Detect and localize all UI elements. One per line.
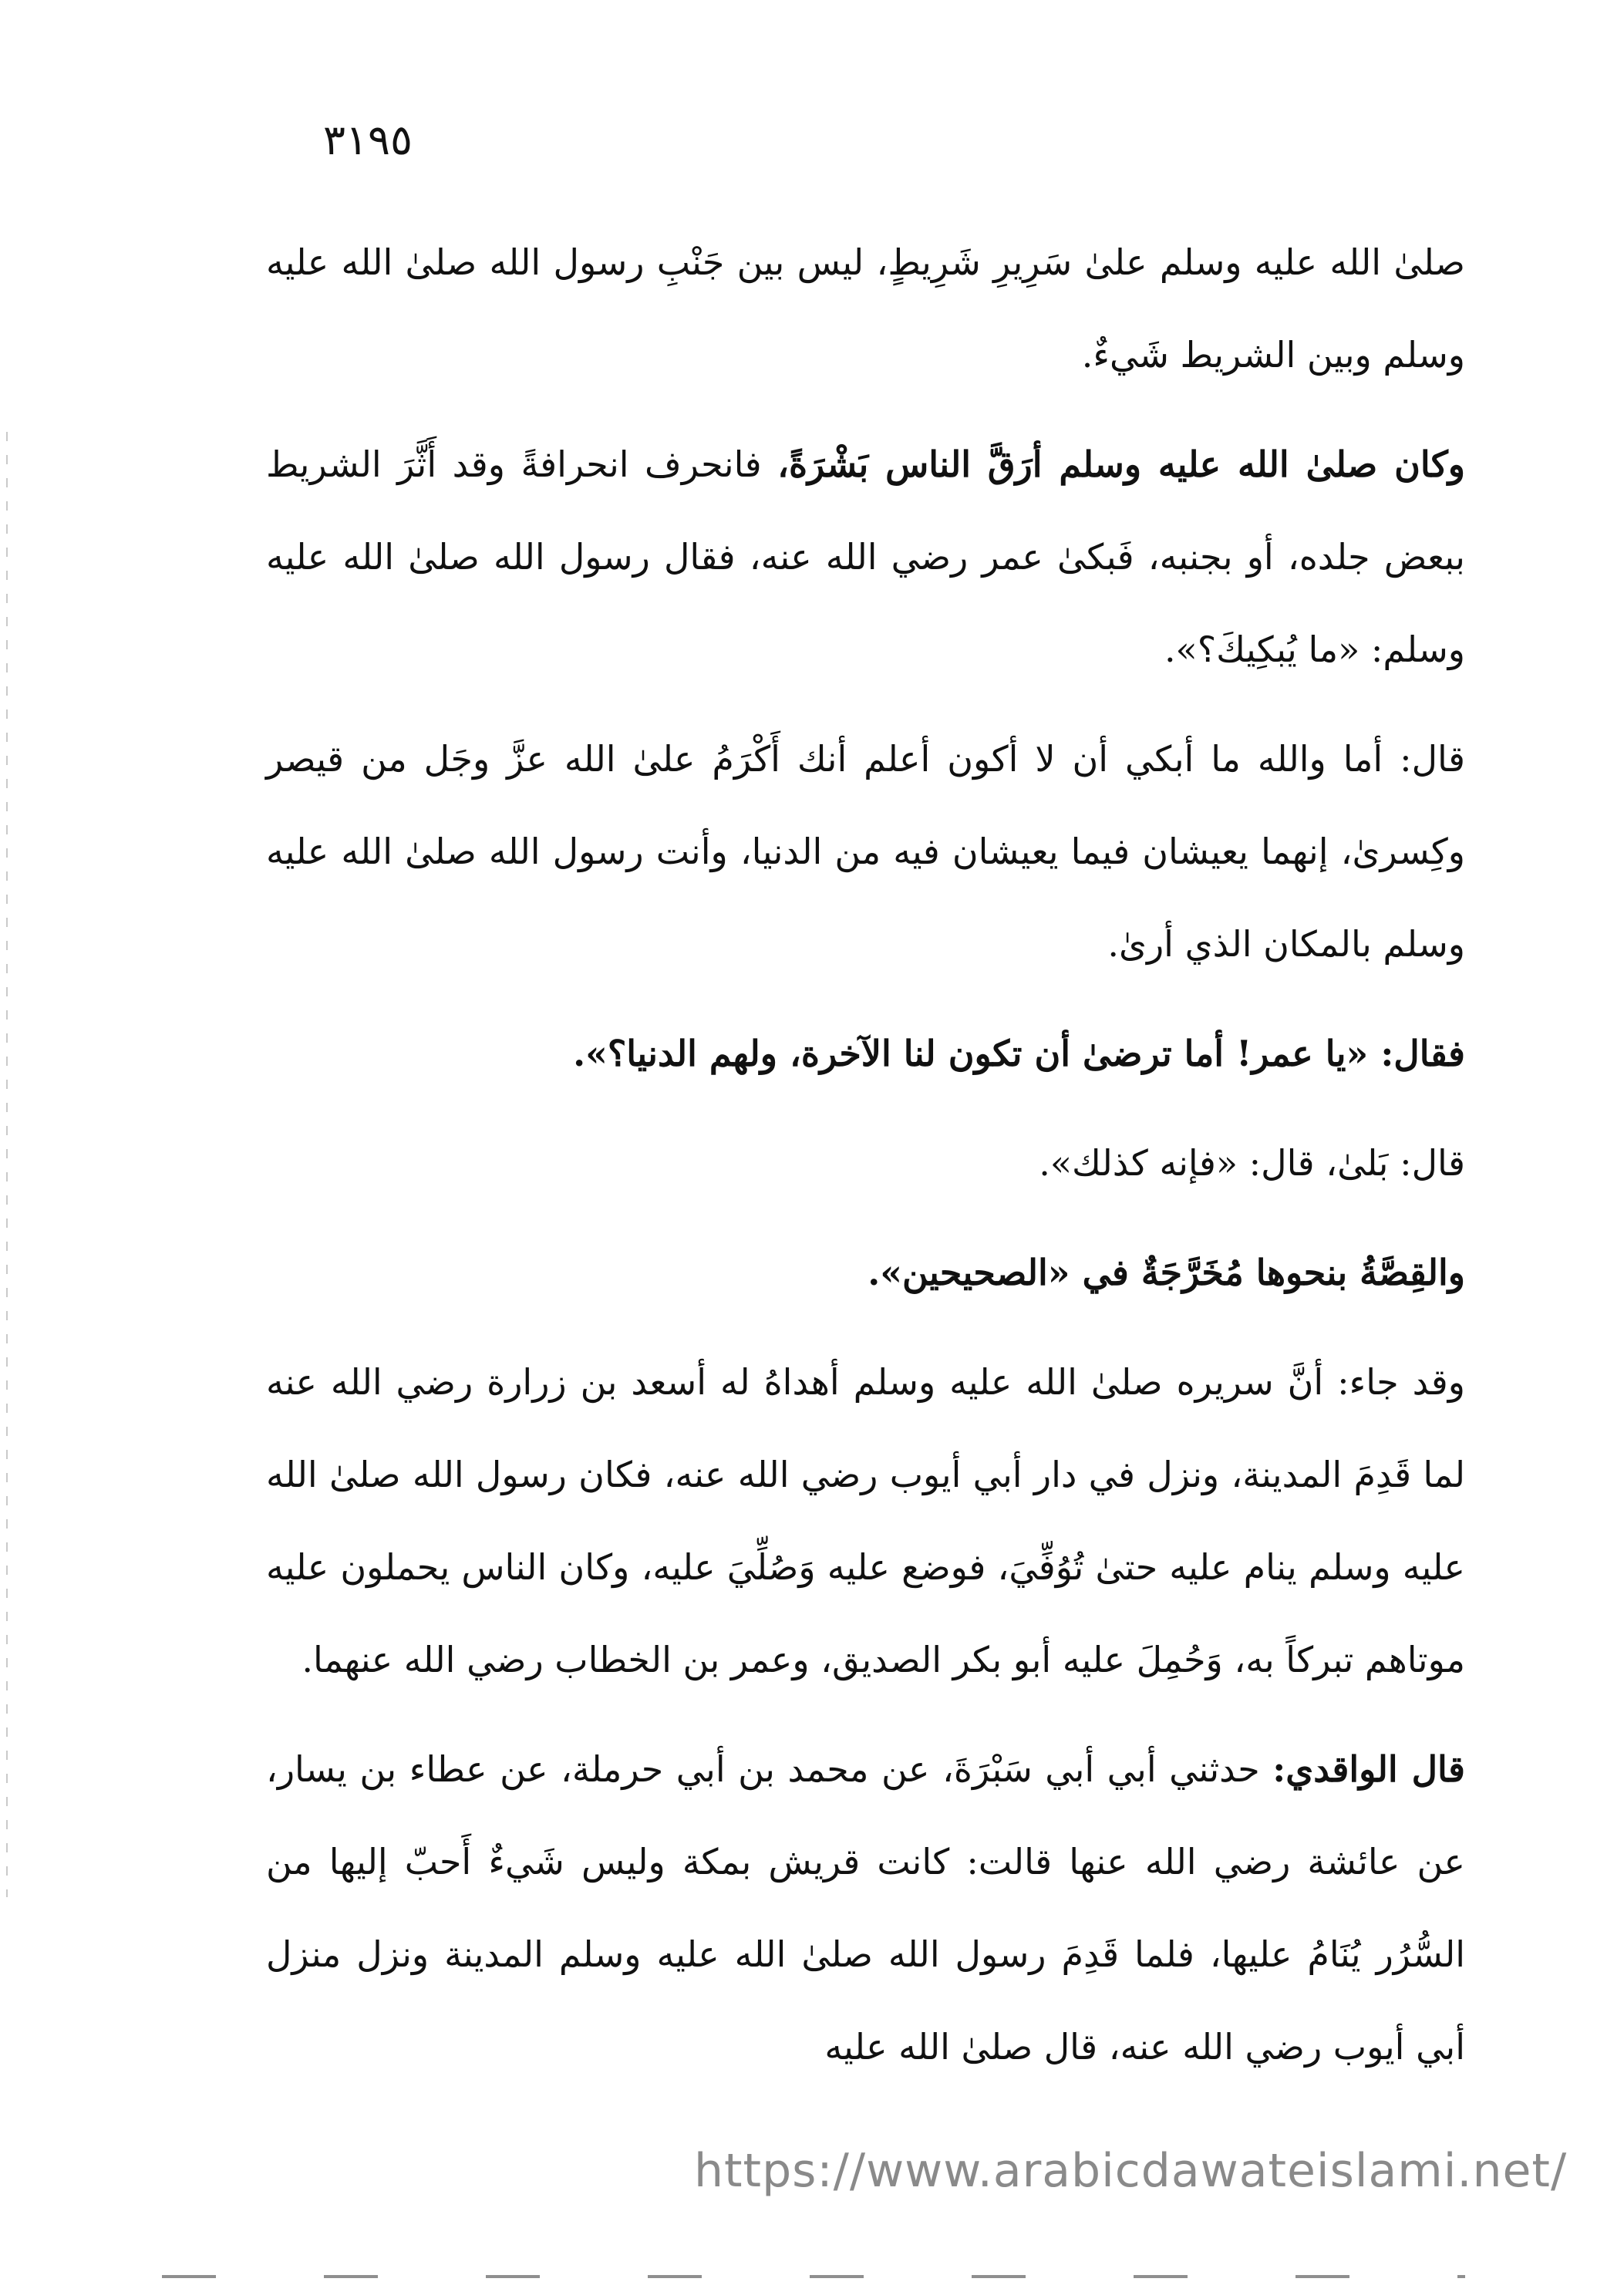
paragraph-1: صلىٰ الله عليه وسلم علىٰ سَرِيرِ شَرِيطٍ، ليس بين جَنْبِ رسول الله صلىٰ الله عليه وسلم وبين الشريط شَيءٌ. xyxy=(266,241,1465,376)
paragraph-2 xyxy=(266,418,1465,696)
paragraph-6 xyxy=(266,1226,1465,1319)
bold-phrase: وكان صلىٰ الله عليه وسلم أرَقَّ الناس بَشْرَةً، xyxy=(777,443,1465,485)
paragraph-3: قال: أما والله ما أبكي أن لا أكون أعلم أنك أَكْرَمُ علىٰ الله عزَّ وجَل من قيصر وكِسرىٰ، إنهما يعيشان فيما يعيشان فيه من الدنيا، وأنت رسول الله صلىٰ الله عليه وسلم بالمكان الذي أرىٰ. xyxy=(266,738,1465,965)
body-text xyxy=(266,216,1465,2110)
paragraph-5: قال: بَلىٰ، قال: «فإنه كذلك». xyxy=(1039,1142,1465,1184)
paragraph-8 xyxy=(266,1723,1465,2093)
paragraph-4 xyxy=(266,1007,1465,1100)
watermark-url: https://www.arabicdawateislami.net/ xyxy=(694,2144,1568,2198)
scan-edge-mark xyxy=(6,432,8,1897)
page-number: ٣١٩٥ xyxy=(322,116,413,164)
scan-bottom-marks xyxy=(162,2275,1465,2278)
paragraph-text: فانحرف انحرافةً وقد أَثَّرَ الشريط ببعض جلده، أو بجنبه، فَبكىٰ عمر رضي الله عنه، فقال رسول الله صلىٰ الله عليه وسلم: «ما يُبكِيكَ؟». xyxy=(266,443,1465,670)
paragraph-7: وقد جاء: أنَّ سريره صلىٰ الله عليه وسلم أهداهُ له أسعد بن زرارة رضي الله عنه لما قَدِمَ المدينة، ونزل في دار أبي أيوب رضي الله عنه، فكان رسول الله صلىٰ الله عليه وسلم ينام عليه حتىٰ تُوُفِّيَ، فوضع عليه وَصُلِّيَ عليه، وكان الناس يحملون عليه موتاهم تبركاً به، وَحُمِلَ عليه أبو بكر الصديق، وعمر بن الخطاب رضي الله عنهما. xyxy=(266,1361,1465,1680)
bold-phrase: قال الواقدي: xyxy=(1272,1748,1465,1790)
bold-phrase: فقال: «يا عمر! أما ترضىٰ أن تكون لنا الآخرة، ولهم الدنيا؟». xyxy=(573,1033,1465,1074)
bold-phrase: والقِصَّةُ بنحوها مُخَرَّجَةٌ في «الصحيحين». xyxy=(868,1252,1465,1293)
paragraph-text: حدثني أبي أبي سَبْرَةَ، عن محمد بن أبي حرملة، عن عطاء بن يسار، عن عائشة رضي الله عنها قالت: كانت قريش بمكة وليس شَيءٌ أَحبّ إليها من السُّرُر يُنَامُ عليها، فلما قَدِمَ رسول الله صلىٰ الله عليه وسلم المدينة ونزل منزل أبي أيوب رضي الله عنه، قال صلىٰ الله عليه xyxy=(266,1748,1465,2068)
